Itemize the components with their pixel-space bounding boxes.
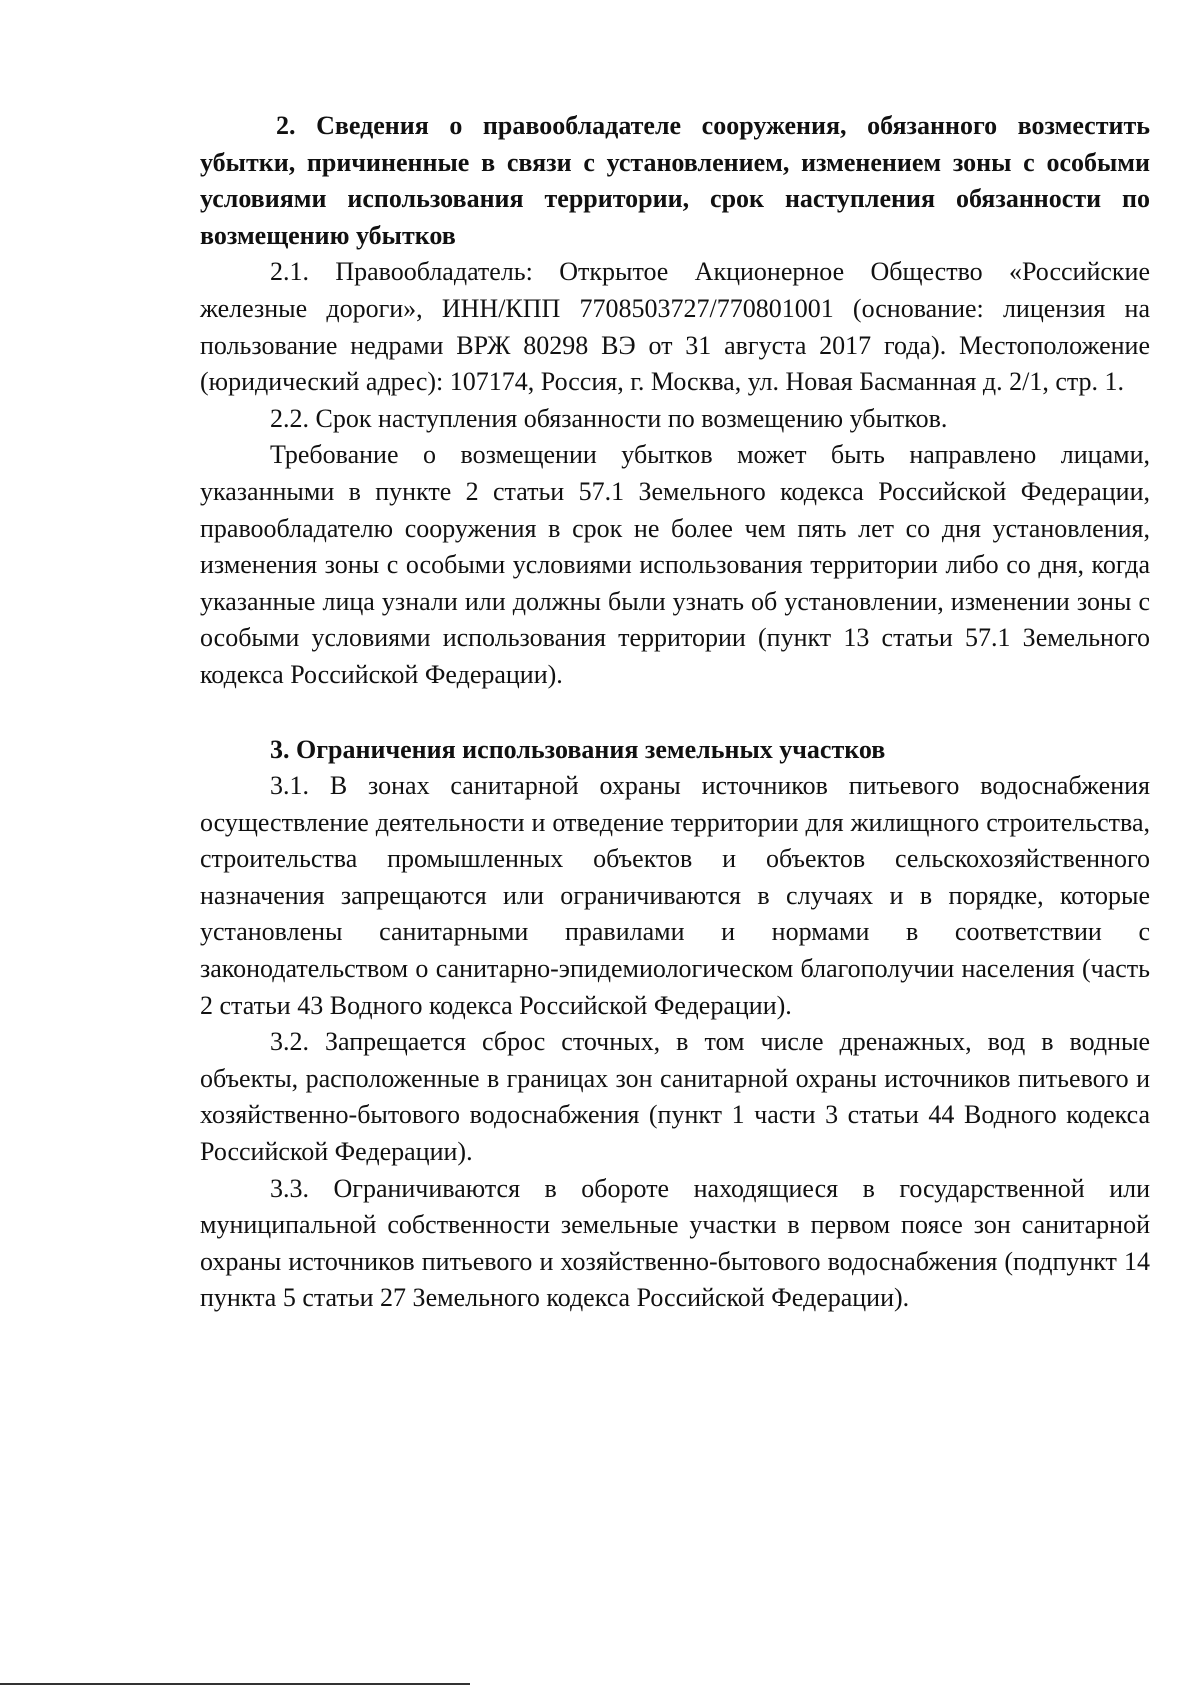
- section-3-heading: 3. Ограничения использования земельных участков: [270, 734, 886, 764]
- section-3-paragraph-3: 3.3. Ограничиваются в обороте находящиеся в государственной или муниципальной собственности земельные участки в первом поясе зон санитарной охраны источников питьевого и хозяйственно-бытового водоснабжения (подпункт 14 пункта 5 статьи 27 Земельного кодекса Российской Федерации).: [200, 1173, 1150, 1313]
- bottom-edge-line: [0, 1683, 470, 1685]
- section-2-heading: 2. Сведения о правообладателе сооружения, обязанного возместить убытки, причиненные в связи с установлением, изменением зоны с особыми условиями использования территории, срок наступления обязанности по возмещению убытков: [200, 111, 1150, 250]
- section-3-paragraph-2: 3.2. Запрещается сброс сточных, в том числе дренажных, вод в водные объекты, расположенные в границах зон санитарной охраны источников питьевого и хозяйственно-бытового водоснабжения (пункт 1 части 3 статьи 44 Водного кодекса Российской Федерации).: [200, 1027, 1150, 1167]
- section-2-paragraph-3: Требование о возмещении убытков может быть направлено лицами, указанными в пункте 2 статьи 57.1 Земельного кодекса Российской Федерации, правообладателю сооружения в срок не более чем пять лет со дня установления, изменения зоны с особыми условиями использования территории либо со дня, когда указанные лица узнали или должны были узнать об установлении, изменении зоны с особыми условиями использования территории (пункт 13 статьи 57.1 Земельного кодекса Российской Федерации).: [200, 440, 1150, 689]
- document-page: [200, 108, 1150, 1317]
- section-2-paragraph-2: 2.2. Срок наступления обязанности по возмещению убытков.: [270, 403, 948, 433]
- section-2-paragraph-1: 2.1. Правообладатель: Открытое Акционерное Общество «Российские железные дороги», ИНН/КПП 7708503727/770801001 (основание: лицензия на пользование недрами ВРЖ 80298 ВЭ от 31 августа 2017 года). Местоположение (юридический адрес): 107174, Россия, г. Москва, ул. Новая Басманная д. 2/1, стр. 1.: [200, 257, 1150, 397]
- section-3-paragraph-1: 3.1. В зонах санитарной охраны источников питьевого водоснабжения осуществление деятельности и отведение территории для жилищного строительства, строительства промышленных объектов и объектов сельскохозяйственного назначения запрещаются или ограничиваются в случаях и в порядке, которые установлены санитарными правилами и нормами в соответствии с законодательством о санитарно-эпидемиологическом благополучии населения (часть 2 статьи 43 Водного кодекса Российской Федерации).: [200, 771, 1150, 1020]
